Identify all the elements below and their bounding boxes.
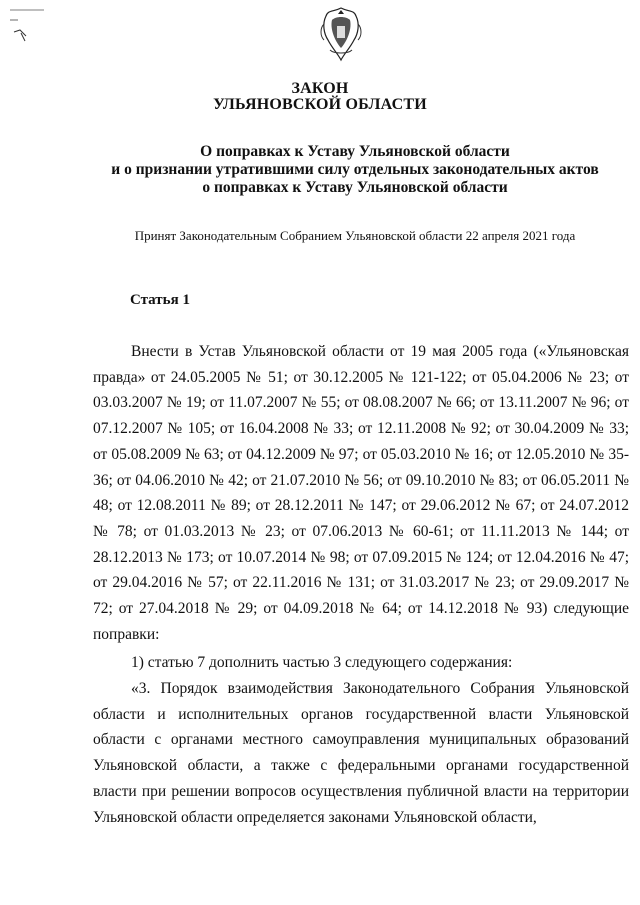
paragraph-text: Внести в Устав Ульяновской области от 19 мая 2005 года («Ульяновская правда» от 24.05.2005 № 51; от 30.12.2005 № 121-122; от 05.04.2006 № 23; от 03.03.2007 № 19; от 11.07.2007 № 55; от 08.08.2007 № 66; от 13.11.2007 № 96; от 07.12.2007 № 105; от 16.04.2008 № 33; от 12.11.2008 № 92; от 30.04.2009 № 33; от 05.08.2009 № 63; от 04.12.2009 № 97; от 05.03.2010 № 16; от 12.05.2010 № 35-36; от 04.06.2010 № 42; от 21.07.2010 № 56; от 09.10.2010 № 83; от 06.05.2011 № 48; от 12.08.2011 № 89; от 28.12.2011 № 147; от 29.06.2012 № 67; от 24.07.2012 № 78; от 01.03.2013 № 23; от 07.06.2013 № 60-61; от 11.11.2013 № 144; от 28.12.2013 № 173; от 10.07.2014 № 98; от 07.09.2015 № 124; от 12.04.2016 № 47; от 29.04.2016 № 57; от 22.11.2016 № 131; от 31.03.2017 № 23; от 29.09.2017 № 72; от 27.04.2018 № 29; от 04.09.2018 № 64; от 14.12.2018 № 93) следующие поправки: bbox=[93, 343, 629, 643]
paragraph-text: «3. Порядок взаимодействия Законодательного Собрания Ульяновской области и исполнительных органов государственной власти Ульяновской области с органами местного самоуправления муниципальных образований Ульяновской области, а также с федеральными органами государственной власти при решении вопросов осуществления публичной власти на территории Ульяновской области определяется законами Ульяновской области, bbox=[93, 680, 629, 826]
law-title: ЗАКОН bbox=[291, 80, 349, 97]
article-paragraph-1 bbox=[93, 339, 629, 647]
subtitle-line-2: и о признании утратившими силу отдельных законодательных актов bbox=[111, 161, 599, 178]
article-paragraph-3 bbox=[93, 676, 629, 830]
subtitle-line-1: О поправках к Уставу Ульяновской области bbox=[200, 143, 510, 160]
subtitle-line-3: о поправках к Уставу Ульяновской области bbox=[202, 179, 508, 196]
adoption-note: Принят Законодательным Собранием Ульяновской области 22 апреля 2021 года bbox=[134, 228, 576, 243]
law-region: УЛЬЯНОВСКОЙ ОБЛАСТИ bbox=[213, 96, 427, 113]
scan-mark-icon bbox=[8, 6, 48, 46]
coat-of-arms-icon bbox=[318, 6, 364, 62]
article-paragraph-2 bbox=[93, 650, 629, 676]
paragraph-text: 1) статью 7 дополнить частью 3 следующего содержания: bbox=[131, 654, 513, 671]
article-heading: Статья 1 bbox=[130, 292, 190, 308]
